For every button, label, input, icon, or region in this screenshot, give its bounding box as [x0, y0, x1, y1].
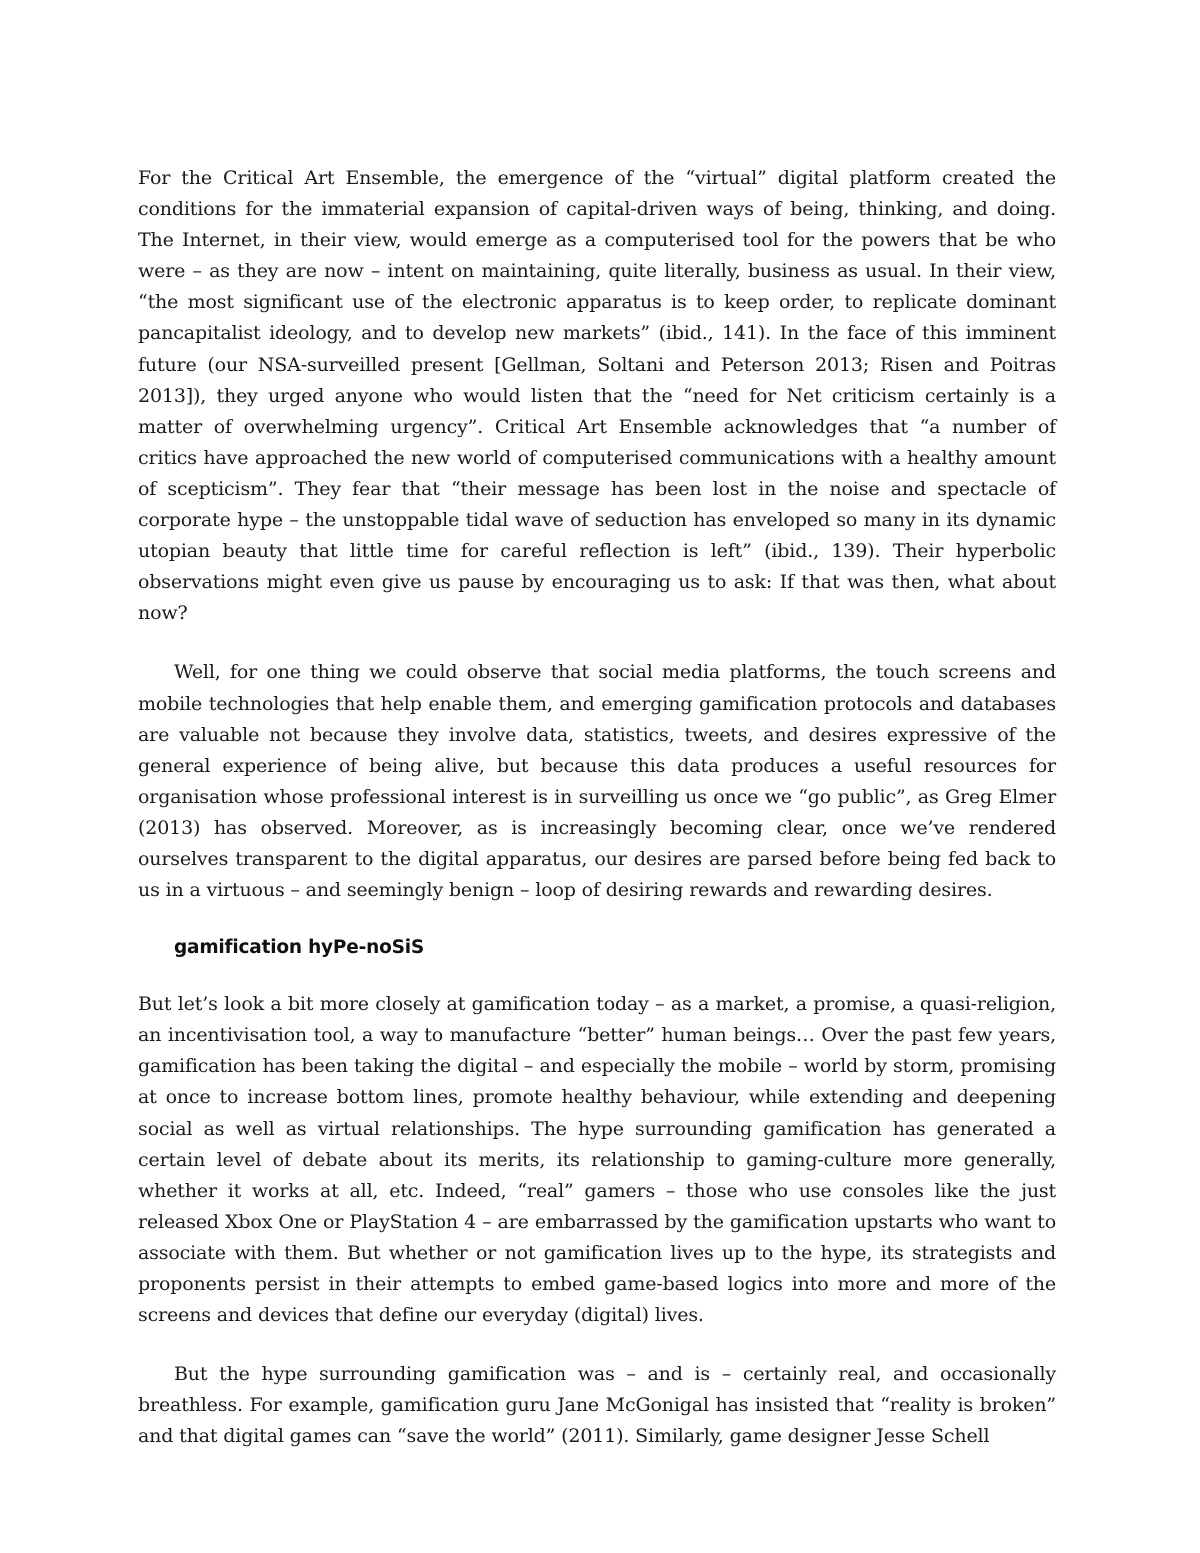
body-paragraph: But let’s look a bit more closely at gamification today – as a market, a promise, a quasi-religion, an incentivisation tool, a way to manufacture “better” human beings… Over the past few years, gamification has been taking the digital – and especially the mobile – world by storm, promising at once to increase bottom lines, promote healthy behaviour, while extending and deepening social as well as virtual relationships. The hype surrounding gamification has generated a certain level of debate about its merits, its relationship to gaming-culture more generally, whether it works at all, etc. Indeed, “real” gamers – those who use consoles like the just released Xbox One or PlayStation 4 – are embarrassed by the gamification upstarts who want to associate with them. But whether or not gamification lives up to the hype, its strategists and proponents persist in their attempts to embed game-based logics into more and more of the screens and devices that define our everyday (digital) lives.	[138, 993, 1056, 1327]
document-page	[138, 163, 1056, 1452]
body-paragraph: But the hype surrounding gamification was – and is – certainly real, and occasionally breathless. For example, gamification guru Jane McGonigal has insisted that “reality is broken” and that digital games can “save the world” (2011). Similarly, game designer Jesse Schell	[138, 1363, 1056, 1448]
body-paragraph: Well, for one thing we could observe that social media platforms, the touch screens and mobile technologies that help enable them, and emerging gamification protocols and databases are valuable not because they involve data, statistics, tweets, and desires expressive of the general experience of being alive, but because this data produces a useful resources for organisation whose professional interest is in surveilling us once we “go public”, as Greg Elmer (2013) has observed. Moreover, as is increasingly becoming clear, once we’ve rendered ourselves transparent to the digital apparatus, our desires are parsed before being fed back to us in a virtuous – and seemingly benign – loop of desiring rewards and rewarding desires.	[138, 661, 1056, 902]
paragraph-spacer	[138, 629, 1056, 657]
body-paragraph: For the Critical Art Ensemble, the emergence of the “virtual” digital platform created the conditions for the immaterial expansion of capital-driven ways of being, thinking, and doing. The Internet, in their view, would emerge as a computerised tool for the powers that be who were – as they are now – intent on maintaining, quite literally, business as usual. In their view, “the most significant use of the electronic apparatus is to keep order, to replicate dominant pancapitalist ideology, and to develop new markets” (ibid., 141). In the face of this imminent future (our NSA-surveilled present [Gellman, Soltani and Peterson 2013; Risen and Poitras 2013]), they urged anyone who would listen that the “need for Net criticism certainly is a matter of overwhelming urgency”. Critical Art Ensemble acknowledges that “a number of critics have approached the new world of computerised communications with a healthy amount of scepticism”. They fear that “their message has been lost in the noise and spectacle of corporate hype – the unstoppable tidal wave of seduction has enveloped so many in its dynamic utopian beauty that little time for careful reflection is left” (ibid., 139). Their hyperbolic observations might even give us pause by encouraging us to ask: If that was then, what about now?	[138, 167, 1056, 625]
heading-spacer	[138, 906, 1056, 932]
paragraph-spacer	[138, 1331, 1056, 1359]
section-heading: gamification hyPe-noSiS	[174, 937, 424, 959]
heading-spacer	[138, 963, 1056, 989]
